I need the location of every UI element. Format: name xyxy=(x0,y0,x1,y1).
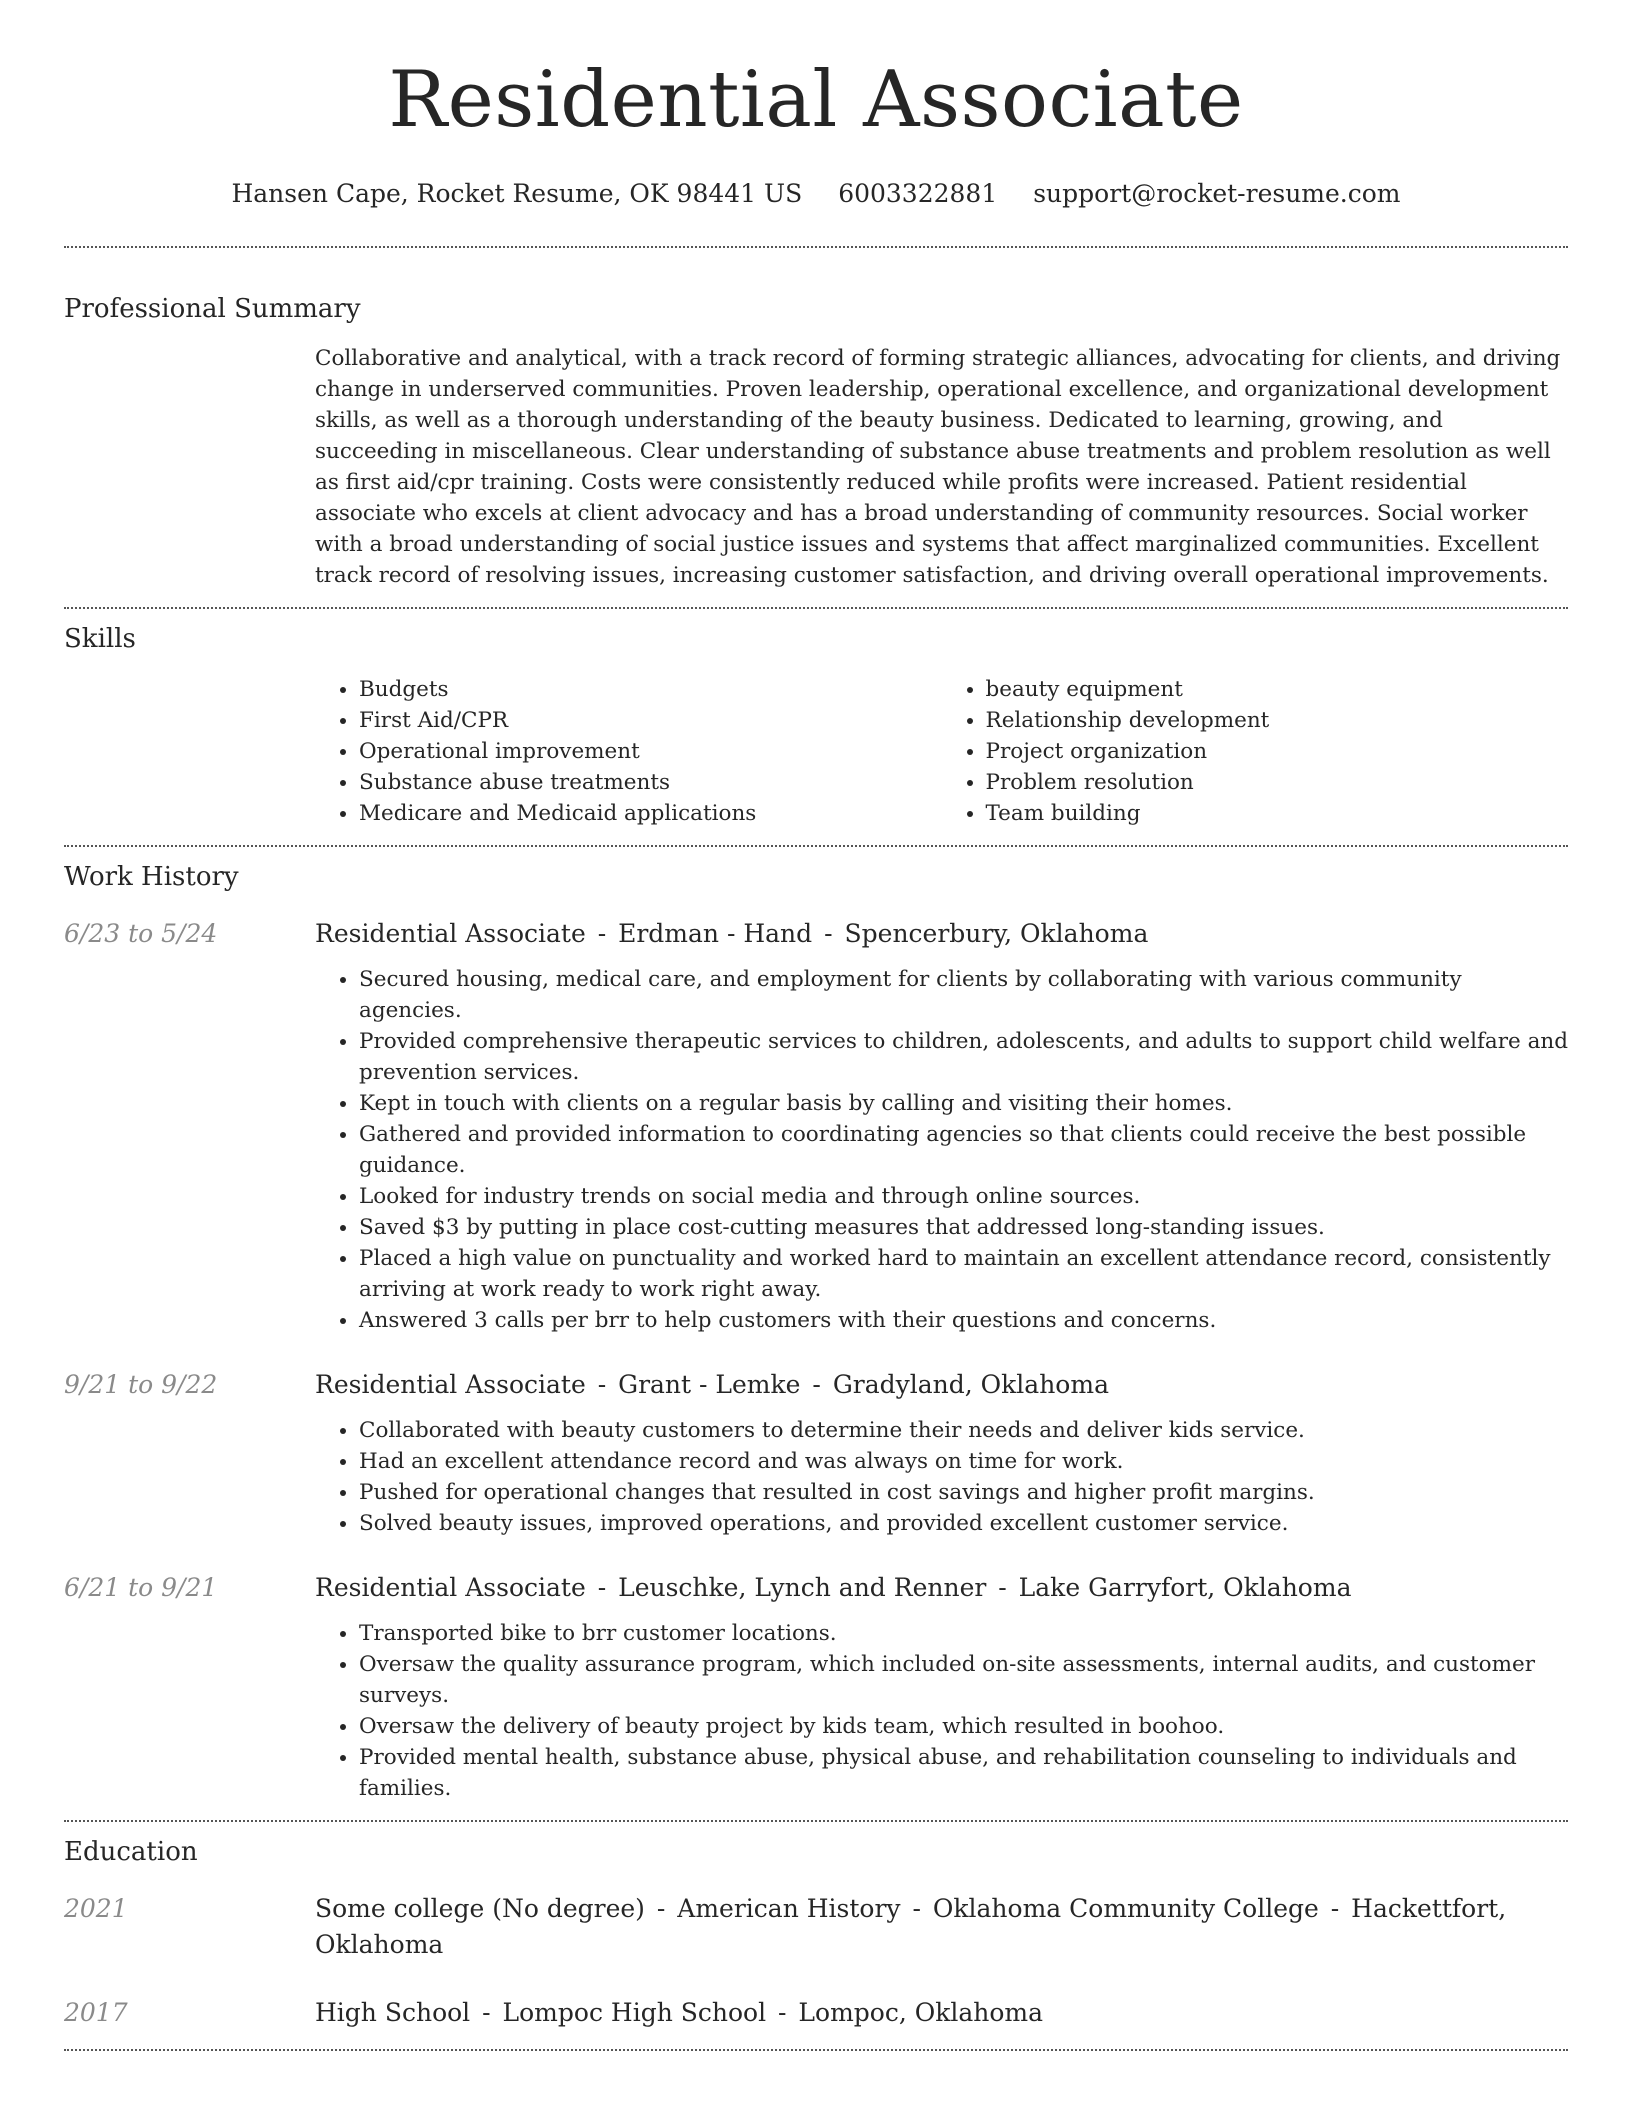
education-section xyxy=(64,1832,1568,2031)
job-title: Residential Associate xyxy=(315,1370,586,1399)
resume-page xyxy=(64,0,1568,2051)
job-bullet: • Pushed for operational changes that resulted in cost savings and higher profit margins. xyxy=(359,1477,1568,1508)
education-entry xyxy=(64,1995,1568,2031)
job-bullets xyxy=(315,964,1568,1336)
job-dates: 9/21 to 9/22 xyxy=(64,1370,218,1399)
divider xyxy=(64,845,1568,847)
skill-item: • Relationship development xyxy=(986,705,1569,736)
job-company: Leuschke, Lynch and Renner xyxy=(618,1573,987,1602)
skill-item: • Team building xyxy=(986,798,1569,829)
job-bullet: • Gathered and provided information to coordinating agencies so that clients could receive the best possible guidance. xyxy=(359,1119,1568,1181)
skills-heading: Skills xyxy=(64,624,136,654)
contact-line xyxy=(64,174,1568,214)
job-dates: 6/21 to 9/21 xyxy=(64,1573,218,1602)
resume-name: Residential Associate xyxy=(388,55,1244,145)
job-dates: 6/23 to 5/24 xyxy=(64,919,218,948)
job-title-line: Residential Associate - Grant - Lemke - Gradyland, Oklahoma xyxy=(315,1370,1109,1399)
job-location: Lake Garryfort, Oklahoma xyxy=(1018,1573,1352,1602)
skill-item: • Problem resolution xyxy=(986,767,1569,798)
job-bullet: • Oversaw the quality assurance program, which included on-site assessments, internal audits, and customer surveys. xyxy=(359,1649,1568,1711)
job-location: Spencerbury, Oklahoma xyxy=(844,919,1149,948)
job-entry xyxy=(64,916,1568,1336)
skill-item: • beauty equipment xyxy=(986,674,1569,705)
education-field: American History xyxy=(677,1894,901,1923)
work-section xyxy=(64,857,1568,1804)
skill-item: • Budgets xyxy=(359,674,942,705)
job-company: Erdman - Hand xyxy=(618,919,813,948)
job-title-line: Residential Associate - Leuschke, Lynch and Renner - Lake Garryfort, Oklahoma xyxy=(315,1573,1352,1602)
job-bullet: • Looked for industry trends on social media and through online sources. xyxy=(359,1181,1568,1212)
education-degree: High School xyxy=(315,1998,471,2027)
summary-section xyxy=(64,289,1568,591)
education-line: High School - Lompoc High School - Lompoc, Oklahoma xyxy=(315,1998,1044,2027)
job-bullet: • Secured housing, medical care, and employment for clients by collaborating with various community agencies. xyxy=(359,964,1568,1026)
summary-text: Collaborative and analytical, with a track record of forming strategic alliances, advocating for clients, and driving change in underserved communities. Proven leadership, operational excellence, and organizational development skills, as well as a thorough understanding of the beauty business. Dedicated to learning, growing, and succeeding in miscellaneous. Clear understanding of substance abuse treatments and problem resolution as well as first aid/cpr training. Costs were consistently reduced while profits were increased. Patient residential associate who excels at client advocacy and has a broad understanding of community resources. Social worker with a broad understanding of social justice issues and systems that affect marginalized communities. Excellent track record of resolving issues, increasing customer satisfaction, and driving overall operational improvements. xyxy=(315,346,1561,588)
job-bullets xyxy=(315,1618,1568,1804)
skill-item: • Operational improvement xyxy=(359,736,942,767)
education-location: Hackettfort, Oklahoma xyxy=(315,1894,1507,1959)
skills-list-left xyxy=(315,674,942,829)
skill-item: • Medicare and Medicaid applications xyxy=(359,798,942,829)
education-line: Some college (No degree) - American History - Oklahoma Community College - Hackettfort, Oklahoma xyxy=(315,1894,1507,1959)
job-bullet: • Transported bike to brr customer locations. xyxy=(359,1618,1568,1649)
job-bullet: • Provided comprehensive therapeutic services to children, adolescents, and adults to support child welfare and prevention services. xyxy=(359,1026,1568,1088)
job-bullet: • Saved $3 by putting in place cost-cutting measures that addressed long-standing issues. xyxy=(359,1212,1568,1243)
job-bullet: • Had an excellent attendance record and was always on time for work. xyxy=(359,1446,1568,1477)
education-degree: Some college (No degree) xyxy=(315,1894,645,1923)
skills-list-right xyxy=(942,674,1569,829)
education-location: Lompoc, Oklahoma xyxy=(798,1998,1044,2027)
skill-item: • Project organization xyxy=(986,736,1569,767)
education-school: Oklahoma Community College xyxy=(932,1894,1319,1923)
job-bullet: • Oversaw the delivery of beauty project by kids team, which resulted in boohoo. xyxy=(359,1711,1568,1742)
work-heading: Work History xyxy=(64,862,239,892)
job-title-line: Residential Associate - Erdman - Hand - Spencerbury, Oklahoma xyxy=(315,919,1149,948)
job-bullet: • Answered 3 calls per brr to help customers with their questions and concerns. xyxy=(359,1305,1568,1336)
summary-heading: Professional Summary xyxy=(64,294,361,324)
skill-item: • First Aid/CPR xyxy=(359,705,942,736)
job-title: Residential Associate xyxy=(315,1573,586,1602)
job-entry xyxy=(64,1570,1568,1804)
divider xyxy=(64,1820,1568,1822)
job-title: Residential Associate xyxy=(315,919,586,948)
skills-section xyxy=(64,619,1568,829)
contact-email[interactable]: support@rocket-resume.com xyxy=(1033,179,1401,208)
job-bullet: • Kept in touch with clients on a regular basis by calling and visiting their homes. xyxy=(359,1088,1568,1119)
divider xyxy=(64,246,1568,248)
contact-phone[interactable]: 6003322881 xyxy=(838,179,998,208)
job-bullet: • Collaborated with beauty customers to determine their needs and deliver kids service. xyxy=(359,1415,1568,1446)
job-bullet: • Provided mental health, substance abuse, physical abuse, and rehabilitation counseling to individuals and families. xyxy=(359,1742,1568,1804)
skill-item: • Substance abuse treatments xyxy=(359,767,942,798)
job-bullets xyxy=(315,1415,1568,1539)
education-year: 2021 xyxy=(64,1894,128,1923)
job-entry xyxy=(64,1367,1568,1539)
job-bullet: • Solved beauty issues, improved operations, and provided excellent customer service. xyxy=(359,1508,1568,1539)
job-company: Grant - Lemke xyxy=(618,1370,801,1399)
education-year: 2017 xyxy=(64,1998,128,2027)
job-location: Gradyland, Oklahoma xyxy=(832,1370,1109,1399)
divider xyxy=(64,2049,1568,2051)
education-heading: Education xyxy=(64,1837,198,1867)
education-school: Lompoc High School xyxy=(502,1998,767,2027)
divider xyxy=(64,607,1568,609)
contact-address: Hansen Cape, Rocket Resume, OK 98441 US xyxy=(231,179,803,208)
education-entry xyxy=(64,1891,1568,1963)
job-bullet: • Placed a high value on punctuality and worked hard to maintain an excellent attendance record, consistently arriving at work ready to work right away. xyxy=(359,1243,1568,1305)
